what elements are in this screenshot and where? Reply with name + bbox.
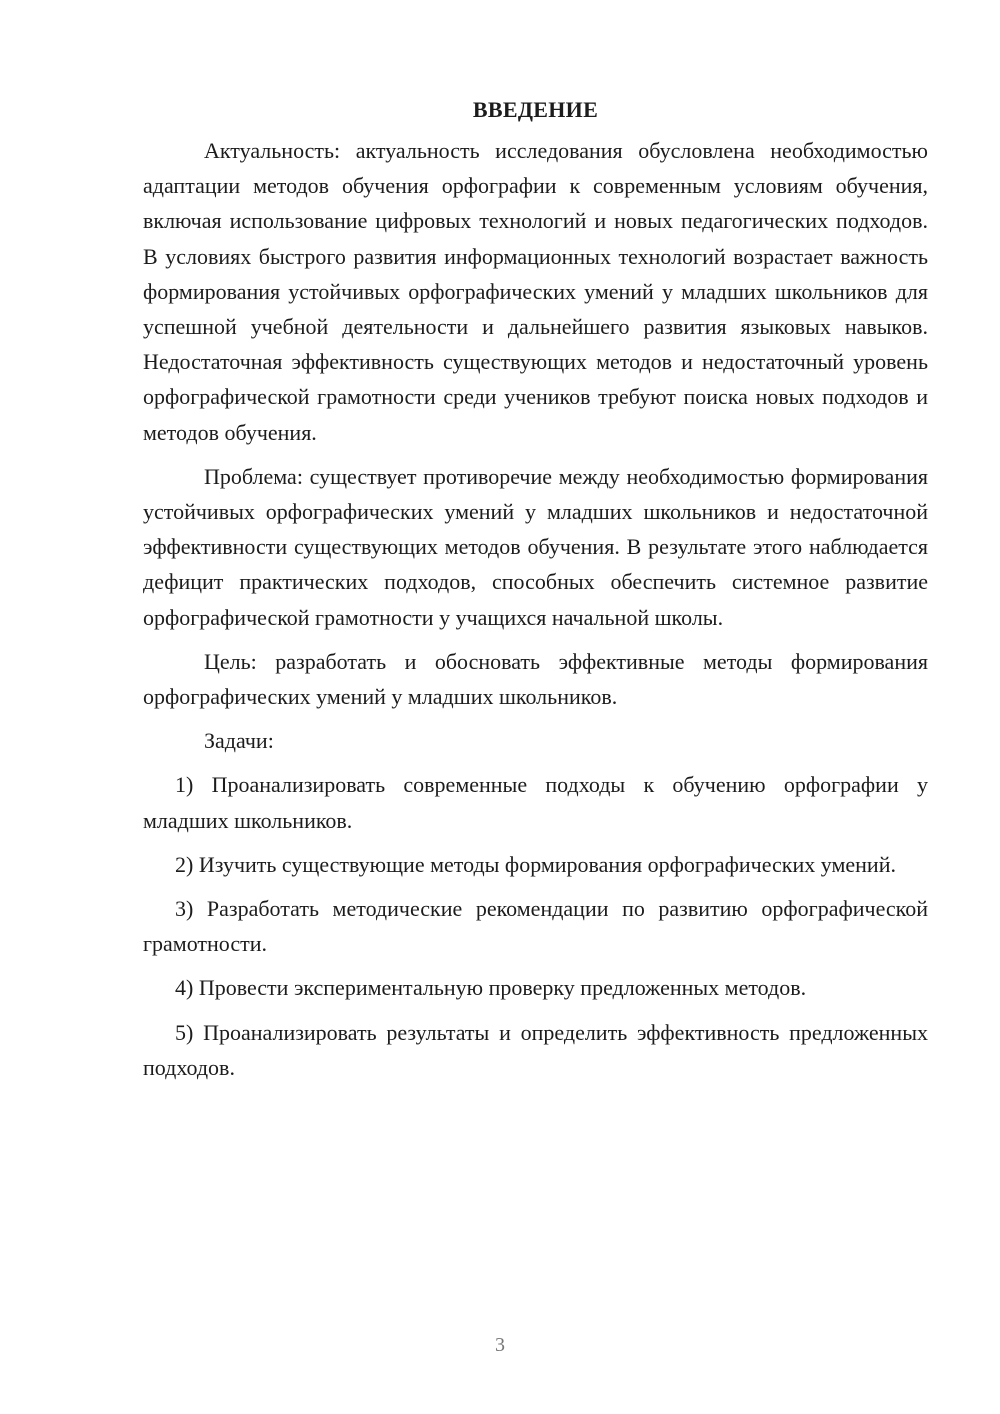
task-item: 2) Изучить существующие методы формирования орфографических умений. bbox=[175, 851, 896, 877]
task-item: 5) Проанализировать результаты и определить эффективность предложенных подходов. bbox=[143, 1019, 928, 1080]
problem-paragraph: Проблема: существует противоречие между необходимостью формирования устойчивых орфографических умений у младших школьников и недостаточной эффективности существующих методов обучения. В результате этого наблюдается дефицит практических подходов, способных обеспечить системное развитие орфографической грамотности у учащихся начальной школы. bbox=[143, 463, 928, 630]
document-page bbox=[143, 95, 928, 1094]
tasks-heading: Задачи: bbox=[204, 728, 274, 754]
page-number: 3 bbox=[495, 1334, 505, 1356]
task-item: 1) Проанализировать современные подходы к обучению орфографии у младших школьников. bbox=[143, 772, 928, 833]
section-title: ВВЕДЕНИЕ bbox=[472, 97, 599, 122]
relevance-paragraph: Актуальность: актуальность исследования обусловлена необходимостью адаптации методов обучения орфографии к современным условиям обучения, включая использование цифровых технологий и новых педагогических подходов. В условиях быстрого развития информационных технологий возрастает важность формирования устойчивых орфографических умений у младших школьников для успешной учебной деятельности и дальнейшего развития языковых навыков. Недостаточная эффективность существующих методов и недостаточный уровень орфографической грамотности среди учеников требуют поиска новых подходов и методов обучения. bbox=[143, 138, 928, 445]
task-item: 4) Провести экспериментальную проверку предложенных методов. bbox=[175, 975, 807, 1001]
task-item: 3) Разработать методические рекомендации по развитию орфографической грамотности. bbox=[143, 896, 928, 957]
goal-paragraph: Цель: разработать и обосновать эффективные методы формирования орфографических умений у младших школьников. bbox=[143, 648, 928, 710]
